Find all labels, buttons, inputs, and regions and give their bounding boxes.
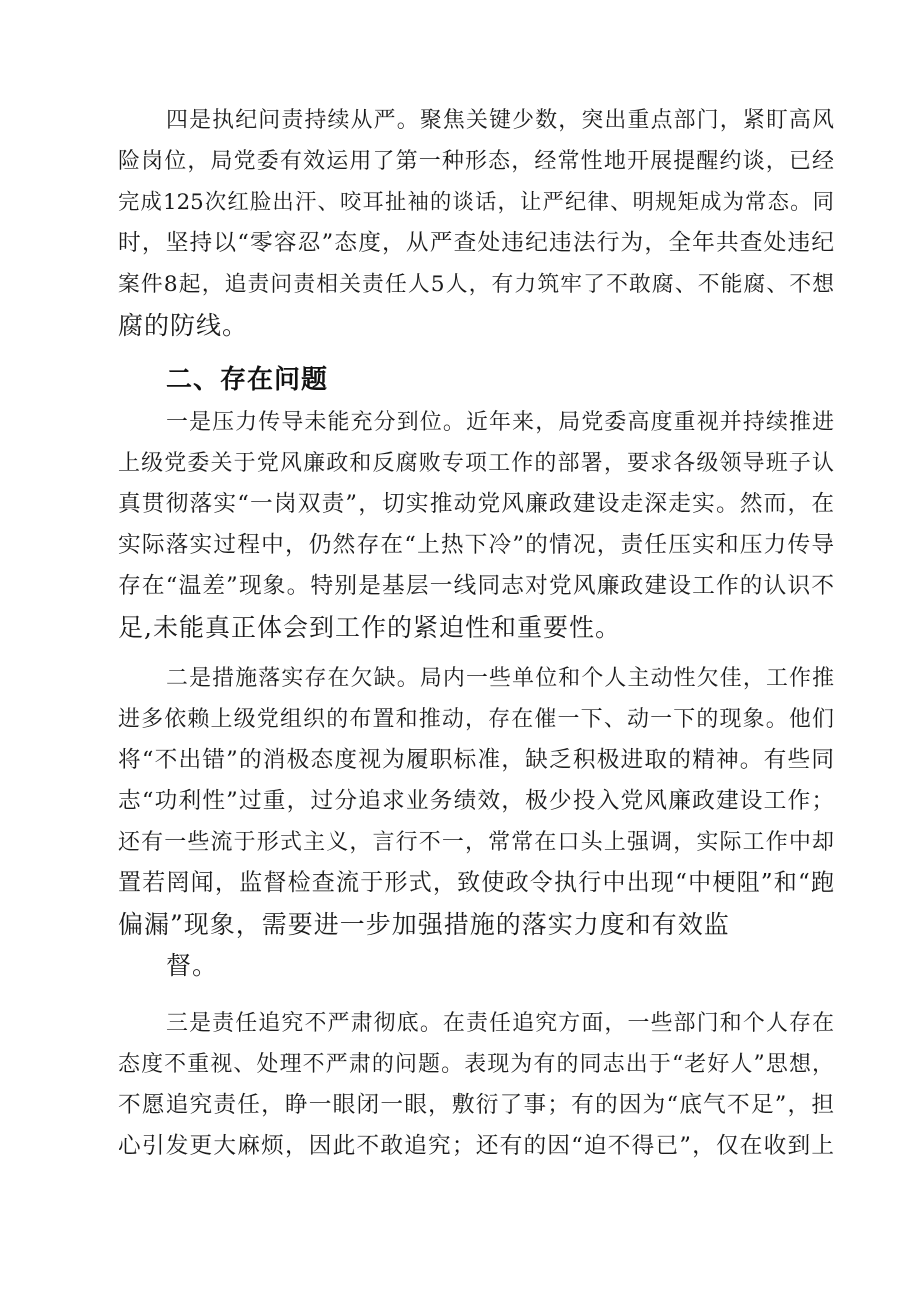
paragraph-line: 案件8起，追责问责相关责任人5人，有力筑牢了不敢腐、不能腐、不想 xyxy=(118,272,834,297)
paragraph-line: 实际落实过程中，仍然存在“上热下冷”的情况，责任压实和压力传导 xyxy=(118,532,834,558)
paragraph-line: 进多依赖上级党组织的布置和推动，存在催一下、动一下的现象。他们 xyxy=(118,707,834,732)
paragraph-measures-implementation xyxy=(118,658,834,986)
paragraph-line: 存在“温差”现象。特别是基层一线同志对党风廉政建设工作的认识不 xyxy=(118,573,834,599)
section-heading: 二、存在问题 xyxy=(166,365,329,395)
paragraph-line: 督。 xyxy=(166,951,219,980)
paragraph-line: 三是责任追究不严肃彻底。在责任追究方面，一些部门和个人存在 xyxy=(166,1011,834,1036)
paragraph-line: 不愿追究责任，睁一眼闭一眼，敷衍了事；有的因为“底气不足”，担 xyxy=(118,1092,834,1118)
paragraph-discipline-accountability xyxy=(118,100,834,346)
paragraph-line: 志“功利性”过重，过分追求业务绩效，极少投入党风廉政建设工作； xyxy=(118,788,834,814)
paragraph-pressure-transmission xyxy=(118,402,834,648)
paragraph-line: 时，坚持以“零容忍”态度，从严查处违纪违法行为，全年共查处违纪 xyxy=(118,230,834,256)
paragraph-line: 腐的防线。 xyxy=(118,311,249,340)
paragraph-line: 上级党委关于党风廉政和反腐败专项工作的部署，要求各级领导班子认 xyxy=(118,451,834,476)
paragraph-line: 四是执纪问责持续从严。聚焦关键少数，突出重点部门，紧盯高风 xyxy=(166,108,834,133)
paragraph-line: 还有一些流于形式主义，言行不一，常常在口头上强调，实际工作中却 xyxy=(118,830,834,855)
paragraph-line: 足,未能真正体会到工作的紧迫性和重要性。 xyxy=(118,613,621,642)
paragraph-line: 心引发更大麻烦，因此不敢追究；还有的因“迫不得已”，仅在收到上 xyxy=(118,1133,834,1159)
paragraph-line: 一是压力传导未能充分到位。近年来，局党委高度重视并持续推进 xyxy=(166,410,834,435)
paragraph-line: 完成125次红脸出汗、咬耳扯袖的谈话，让严纪律、明规矩成为常态。同 xyxy=(118,190,834,215)
paragraph-line: 偏漏”现象，需要进一步加强措施的落实力度和有效监 xyxy=(118,910,730,939)
paragraph-line: 将“不出错”的消极态度视为履职标准，缺乏积极进取的精神。有些同 xyxy=(118,747,834,773)
paragraph-accountability-enforcement xyxy=(118,1003,834,1167)
paragraph-line: 二是措施落实存在欠缺。局内一些单位和个人主动性欠佳，工作推 xyxy=(166,666,834,691)
paragraph-line: 险岗位，局党委有效运用了第一种形态，经常性地开展提醒约谈，已经 xyxy=(118,149,834,174)
paragraph-line: 置若罔闻，监督检查流于形式，致使政令执行中出现“中梗阻”和“跑 xyxy=(118,870,834,896)
paragraph-line: 态度不重视、处理不严肃的问题。表现为有的同志出于“老好人”思想， xyxy=(118,1052,834,1077)
paragraph-line: 真贯彻落实“一岗双责”，切实推动党风廉政建设走深走实。然而，在 xyxy=(118,491,834,517)
